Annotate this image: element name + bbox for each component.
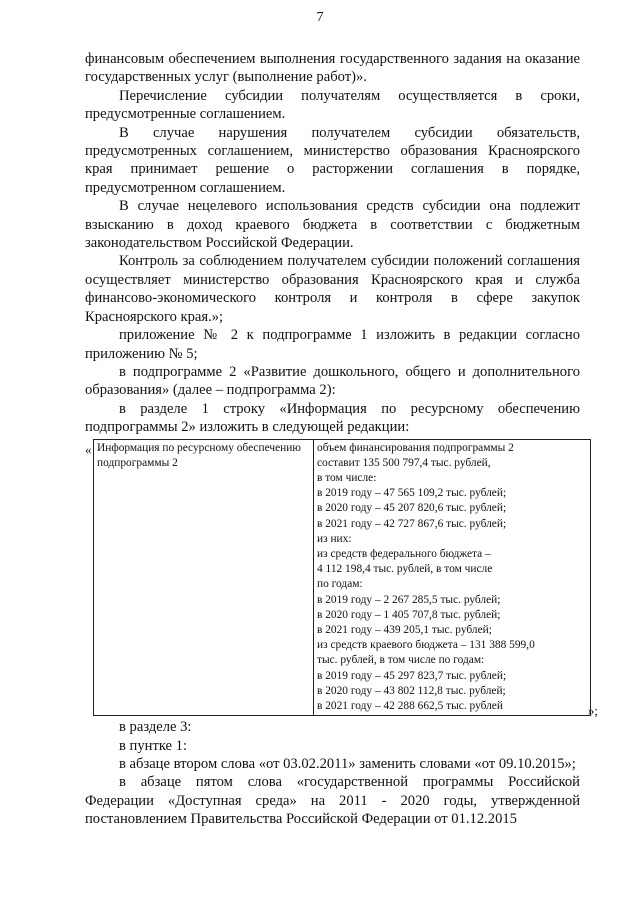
table-line: в 2021 году – 439 205,1 тыс. рублей; [317,623,492,636]
table-line: в 2020 году – 43 802 112,8 тыс. рублей; [317,684,506,697]
paragraph: в подпрограмме 2 «Развитие дошкольного, общего и дополнительного образования» (далее – подпрограмма 2): [85,363,580,399]
table-line: в 2019 году – 45 297 823,7 тыс. рублей; [317,669,507,682]
table-line: в 2019 году – 47 565 109,2 тыс. рублей; [317,487,507,500]
table-line: объем финансирования подпрограммы 2 [317,441,514,454]
resource-table [93,439,591,717]
paragraph: в абзаце втором слова «от 03.02.2011» заменить словами «от 09.10.2015»; [119,756,576,772]
close-quote-mark: »; [587,702,598,718]
paragraph: Перечисление субсидии получателям осуществляется в сроки, предусмотренные соглашением. [85,87,580,123]
table-line: в 2019 году – 2 267 285,5 тыс. рублей; [317,593,501,606]
table-line: в 2020 году – 45 207 820,6 тыс. рублей; [317,502,507,515]
resource-table-block [85,439,598,718]
paragraph: В случае нецелевого использования средств субсидии она подлежит взысканию в доход краевого бюджета в соответствии с бюджетным законодательством Российской Федерации. [85,198,580,252]
table-line: в 2021 году – 42 727 867,6 тыс. рублей; [317,517,507,530]
table-line: из средств федерального бюджета – [317,547,491,560]
table-value-cell [314,439,591,716]
paragraph: приложение № 2 к подпрограмме 1 изложить в редакции согласно приложению № 5; [85,327,580,362]
table-line: из средств краевого бюджета – 131 388 599,0 [317,639,535,652]
table-line: в 2021 году – 42 288 662,5 тыс. рублей [317,699,503,712]
table-label-cell: Информация по ресурсному обеспечению подпрограммы 2 [94,439,314,716]
page-number: 7 [316,10,324,25]
table-line: составит 135 500 797,4 тыс. рублей, [317,456,491,469]
paragraph: в разделе 1 строку «Информация по ресурсному обеспечению подпрограммы 2» изложить в следующей редакции: [85,400,580,436]
document-body [85,50,598,829]
paragraph: финансовым обеспечением выполнения государственного задания на оказание государственных услуг (выполнение работ)». [85,51,580,86]
paragraph: Контроль за соблюдением получателем субсидии положений соглашения осуществляет министерство образования Красноярского края и служба финансово-экономического контроля и контроля в сфере закупок Красноярского края.»; [85,253,580,325]
paragraph: В случае нарушения получателем субсидии обязательств, предусмотренных соглашением, министерство образования Красноярского края принимает решение о расторжении соглашения в порядке, предусмотренном соглашением. [85,124,580,196]
open-quote-mark: « [85,441,92,457]
table-line: по годам: [317,578,363,591]
paragraph: в разделе 3: [119,719,192,736]
table-line: в 2020 году – 1 405 707,8 тыс. рублей; [317,608,501,621]
table-line: тыс. рублей, в том числе по годам: [317,654,485,667]
table-line: из них: [317,532,352,545]
table-line: в том числе: [317,471,377,484]
paragraph: в пунтке 1: [119,737,188,754]
table-line: 4 112 198,4 тыс. рублей, в том числе [317,563,493,576]
paragraph: в абзаце пятом слова «государственной программы Российской Федерации «Доступная среда» на 2011 - 2020 годы, утвержденной постановлением Правительства Российской Федерации от 01.12.2015 [85,774,580,828]
table-row [94,439,591,716]
